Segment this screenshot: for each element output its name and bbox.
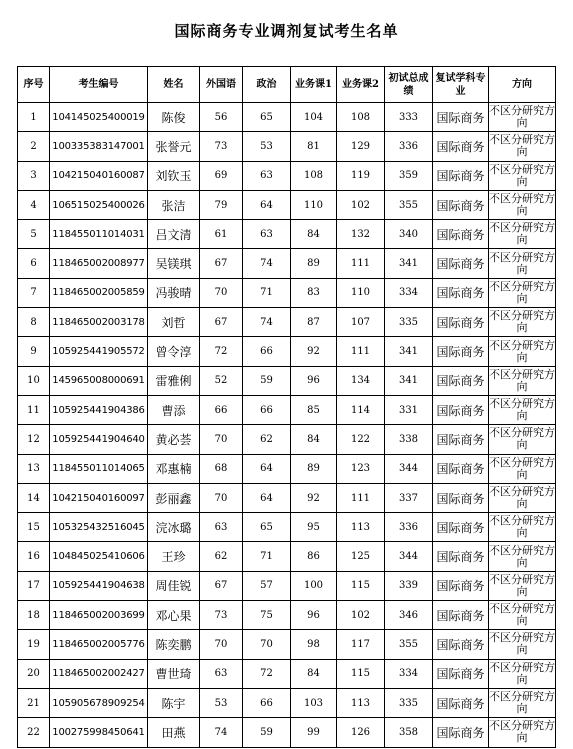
cell-course-1: 89 [291, 249, 337, 278]
cell-foreign-language: 66 [200, 395, 243, 424]
cell-politics: 63 [243, 161, 291, 190]
cell-course-2: 111 [337, 249, 385, 278]
cell-name: 邓惠楠 [148, 454, 200, 483]
cell-seq: 16 [18, 542, 50, 571]
cell-course-2: 132 [337, 220, 385, 249]
table-row [18, 132, 556, 161]
cell-retest-major: 国际商务 [433, 513, 489, 542]
cell-direction: 不区分研究方向 [489, 132, 556, 161]
cell-seq: 10 [18, 366, 50, 395]
cell-course-1: 100 [291, 571, 337, 600]
cell-candidate-id: 105925441904386 [50, 395, 148, 424]
cell-politics: 66 [243, 395, 291, 424]
cell-candidate-id: 105925441904638 [50, 571, 148, 600]
cell-retest-major: 国际商务 [433, 308, 489, 337]
cell-name: 彭丽鑫 [148, 483, 200, 512]
cell-name: 曹世琦 [148, 659, 200, 688]
cell-total-score: 355 [385, 190, 433, 219]
cell-course-2: 102 [337, 190, 385, 219]
cell-course-1: 92 [291, 483, 337, 512]
cell-seq: 3 [18, 161, 50, 190]
table-row [18, 278, 556, 307]
cell-foreign-language: 61 [200, 220, 243, 249]
cell-retest-major: 国际商务 [433, 278, 489, 307]
cell-course-2: 110 [337, 278, 385, 307]
cell-course-1: 110 [291, 190, 337, 219]
table-row [18, 659, 556, 688]
cell-course-2: 114 [337, 395, 385, 424]
cell-name: 陈奕鹏 [148, 630, 200, 659]
cell-candidate-id: 100275998450641 [50, 718, 148, 747]
cell-course-1: 86 [291, 542, 337, 571]
cell-name: 雷雅俐 [148, 366, 200, 395]
cell-total-score: 338 [385, 425, 433, 454]
cell-total-score: 331 [385, 395, 433, 424]
table-row [18, 366, 556, 395]
cell-candidate-id: 100335383147001 [50, 132, 148, 161]
cell-total-score: 334 [385, 659, 433, 688]
cell-retest-major: 国际商务 [433, 366, 489, 395]
cell-retest-major: 国际商务 [433, 249, 489, 278]
cell-seq: 2 [18, 132, 50, 161]
cell-name: 张洁 [148, 190, 200, 219]
table-row [18, 103, 556, 132]
cell-candidate-id: 104845025410606 [50, 542, 148, 571]
cell-foreign-language: 67 [200, 571, 243, 600]
cell-candidate-id: 118465002005859 [50, 278, 148, 307]
cell-candidate-id: 118455011014031 [50, 220, 148, 249]
cell-course-1: 98 [291, 630, 337, 659]
cell-course-2: 129 [337, 132, 385, 161]
cell-candidate-id: 106515025400026 [50, 190, 148, 219]
cell-direction: 不区分研究方向 [489, 718, 556, 747]
cell-total-score: 344 [385, 454, 433, 483]
cell-seq: 19 [18, 630, 50, 659]
cell-politics: 53 [243, 132, 291, 161]
cell-candidate-id: 104215040160087 [50, 161, 148, 190]
table-row [18, 308, 556, 337]
cell-seq: 12 [18, 425, 50, 454]
header-course-2: 业务课2 [337, 67, 385, 103]
cell-politics: 59 [243, 718, 291, 747]
cell-foreign-language: 70 [200, 630, 243, 659]
table-header-row [18, 67, 556, 103]
cell-politics: 71 [243, 542, 291, 571]
cell-foreign-language: 69 [200, 161, 243, 190]
cell-course-1: 84 [291, 425, 337, 454]
cell-seq: 9 [18, 337, 50, 366]
table-row [18, 513, 556, 542]
cell-foreign-language: 63 [200, 659, 243, 688]
cell-seq: 17 [18, 571, 50, 600]
table-row [18, 220, 556, 249]
cell-foreign-language: 70 [200, 483, 243, 512]
cell-course-2: 108 [337, 103, 385, 132]
cell-politics: 65 [243, 513, 291, 542]
table-row [18, 161, 556, 190]
cell-retest-major: 国际商务 [433, 688, 489, 717]
cell-politics: 62 [243, 425, 291, 454]
page-title: 国际商务专业调剂复试考生名单 [174, 22, 399, 40]
cell-course-2: 107 [337, 308, 385, 337]
cell-direction: 不区分研究方向 [489, 513, 556, 542]
cell-course-1: 87 [291, 308, 337, 337]
candidate-table [17, 66, 556, 748]
cell-name: 曹添 [148, 395, 200, 424]
cell-course-2: 122 [337, 425, 385, 454]
table-row [18, 454, 556, 483]
cell-direction: 不区分研究方向 [489, 483, 556, 512]
cell-retest-major: 国际商务 [433, 571, 489, 600]
header-course-1: 业务课1 [291, 67, 337, 103]
cell-retest-major: 国际商务 [433, 132, 489, 161]
cell-seq: 18 [18, 601, 50, 630]
cell-candidate-id: 118465002003699 [50, 601, 148, 630]
cell-course-2: 125 [337, 542, 385, 571]
cell-course-2: 113 [337, 513, 385, 542]
cell-total-score: 336 [385, 132, 433, 161]
cell-retest-major: 国际商务 [433, 395, 489, 424]
cell-course-2: 115 [337, 659, 385, 688]
cell-retest-major: 国际商务 [433, 630, 489, 659]
table-row [18, 542, 556, 571]
cell-name: 邓心果 [148, 601, 200, 630]
cell-direction: 不区分研究方向 [489, 308, 556, 337]
cell-direction: 不区分研究方向 [489, 601, 556, 630]
cell-course-1: 83 [291, 278, 337, 307]
table-row [18, 601, 556, 630]
cell-foreign-language: 53 [200, 688, 243, 717]
cell-foreign-language: 63 [200, 513, 243, 542]
table-row [18, 425, 556, 454]
cell-course-1: 84 [291, 659, 337, 688]
cell-course-1: 104 [291, 103, 337, 132]
cell-foreign-language: 72 [200, 337, 243, 366]
cell-candidate-id: 105905678909254 [50, 688, 148, 717]
cell-foreign-language: 56 [200, 103, 243, 132]
header-direction: 方向 [489, 67, 556, 103]
cell-course-1: 103 [291, 688, 337, 717]
cell-foreign-language: 73 [200, 132, 243, 161]
cell-direction: 不区分研究方向 [489, 103, 556, 132]
cell-total-score: 339 [385, 571, 433, 600]
cell-course-1: 96 [291, 601, 337, 630]
cell-course-2: 126 [337, 718, 385, 747]
cell-foreign-language: 70 [200, 278, 243, 307]
cell-politics: 59 [243, 366, 291, 395]
header-foreign-language: 外国语 [200, 67, 243, 103]
cell-seq: 21 [18, 688, 50, 717]
cell-foreign-language: 67 [200, 249, 243, 278]
table-row [18, 483, 556, 512]
cell-retest-major: 国际商务 [433, 542, 489, 571]
cell-politics: 64 [243, 190, 291, 219]
header-politics: 政治 [243, 67, 291, 103]
cell-politics: 57 [243, 571, 291, 600]
cell-foreign-language: 67 [200, 308, 243, 337]
cell-direction: 不区分研究方向 [489, 542, 556, 571]
cell-direction: 不区分研究方向 [489, 366, 556, 395]
cell-candidate-id: 118465002005776 [50, 630, 148, 659]
header-name: 姓名 [148, 67, 200, 103]
cell-course-1: 99 [291, 718, 337, 747]
cell-retest-major: 国际商务 [433, 190, 489, 219]
cell-name: 刘钦玉 [148, 161, 200, 190]
cell-name: 浣冰璐 [148, 513, 200, 542]
cell-seq: 7 [18, 278, 50, 307]
cell-total-score: 346 [385, 601, 433, 630]
cell-total-score: 336 [385, 513, 433, 542]
cell-total-score: 341 [385, 337, 433, 366]
cell-direction: 不区分研究方向 [489, 278, 556, 307]
table-row [18, 190, 556, 219]
cell-name: 陈宇 [148, 688, 200, 717]
table-row [18, 249, 556, 278]
table-row [18, 630, 556, 659]
cell-foreign-language: 70 [200, 425, 243, 454]
cell-direction: 不区分研究方向 [489, 425, 556, 454]
cell-candidate-id: 118455011014065 [50, 454, 148, 483]
cell-total-score: 358 [385, 718, 433, 747]
cell-seq: 14 [18, 483, 50, 512]
cell-course-1: 96 [291, 366, 337, 395]
cell-politics: 66 [243, 688, 291, 717]
cell-politics: 75 [243, 601, 291, 630]
cell-course-2: 102 [337, 601, 385, 630]
table-row [18, 395, 556, 424]
header-candidate-id: 考生编号 [50, 67, 148, 103]
cell-course-2: 113 [337, 688, 385, 717]
cell-total-score: 334 [385, 278, 433, 307]
cell-candidate-id: 118465002002427 [50, 659, 148, 688]
cell-politics: 70 [243, 630, 291, 659]
cell-name: 张誉元 [148, 132, 200, 161]
cell-name: 王珍 [148, 542, 200, 571]
cell-total-score: 344 [385, 542, 433, 571]
cell-foreign-language: 79 [200, 190, 243, 219]
cell-seq: 22 [18, 718, 50, 747]
cell-direction: 不区分研究方向 [489, 395, 556, 424]
cell-total-score: 333 [385, 103, 433, 132]
header-retest-major: 复试学科专业 [433, 67, 489, 103]
cell-retest-major: 国际商务 [433, 659, 489, 688]
cell-direction: 不区分研究方向 [489, 337, 556, 366]
cell-course-1: 81 [291, 132, 337, 161]
cell-course-1: 92 [291, 337, 337, 366]
cell-politics: 64 [243, 483, 291, 512]
cell-direction: 不区分研究方向 [489, 190, 556, 219]
cell-retest-major: 国际商务 [433, 483, 489, 512]
cell-retest-major: 国际商务 [433, 425, 489, 454]
cell-politics: 71 [243, 278, 291, 307]
cell-foreign-language: 74 [200, 718, 243, 747]
cell-name: 曾令淳 [148, 337, 200, 366]
cell-politics: 66 [243, 337, 291, 366]
cell-seq: 6 [18, 249, 50, 278]
table-row [18, 571, 556, 600]
cell-candidate-id: 145965008000691 [50, 366, 148, 395]
cell-direction: 不区分研究方向 [489, 161, 556, 190]
cell-direction: 不区分研究方向 [489, 454, 556, 483]
cell-foreign-language: 68 [200, 454, 243, 483]
cell-foreign-language: 62 [200, 542, 243, 571]
table-row [18, 337, 556, 366]
cell-name: 田燕 [148, 718, 200, 747]
cell-candidate-id: 104215040160097 [50, 483, 148, 512]
cell-politics: 74 [243, 249, 291, 278]
header-seq: 序号 [18, 67, 50, 103]
cell-course-2: 134 [337, 366, 385, 395]
cell-direction: 不区分研究方向 [489, 571, 556, 600]
cell-candidate-id: 105325432516045 [50, 513, 148, 542]
cell-name: 吕文清 [148, 220, 200, 249]
cell-course-2: 111 [337, 337, 385, 366]
cell-direction: 不区分研究方向 [489, 249, 556, 278]
cell-name: 陈俊 [148, 103, 200, 132]
cell-seq: 4 [18, 190, 50, 219]
cell-course-2: 117 [337, 630, 385, 659]
cell-name: 吴镁琪 [148, 249, 200, 278]
cell-retest-major: 国际商务 [433, 103, 489, 132]
cell-foreign-language: 52 [200, 366, 243, 395]
cell-total-score: 340 [385, 220, 433, 249]
cell-candidate-id: 105925441905572 [50, 337, 148, 366]
cell-course-2: 111 [337, 483, 385, 512]
cell-seq: 15 [18, 513, 50, 542]
cell-direction: 不区分研究方向 [489, 220, 556, 249]
cell-direction: 不区分研究方向 [489, 688, 556, 717]
cell-seq: 20 [18, 659, 50, 688]
cell-course-2: 123 [337, 454, 385, 483]
cell-course-1: 108 [291, 161, 337, 190]
cell-total-score: 355 [385, 630, 433, 659]
table-row [18, 718, 556, 747]
cell-politics: 65 [243, 103, 291, 132]
cell-seq: 8 [18, 308, 50, 337]
cell-seq: 1 [18, 103, 50, 132]
table-row [18, 688, 556, 717]
cell-direction: 不区分研究方向 [489, 659, 556, 688]
cell-retest-major: 国际商务 [433, 601, 489, 630]
cell-retest-major: 国际商务 [433, 161, 489, 190]
header-total-score: 初试总成绩 [385, 67, 433, 103]
cell-direction: 不区分研究方向 [489, 630, 556, 659]
cell-politics: 74 [243, 308, 291, 337]
cell-name: 周佳锐 [148, 571, 200, 600]
cell-name: 冯骏晴 [148, 278, 200, 307]
table-body [18, 103, 556, 748]
cell-total-score: 335 [385, 308, 433, 337]
cell-candidate-id: 105925441904640 [50, 425, 148, 454]
cell-retest-major: 国际商务 [433, 337, 489, 366]
cell-seq: 13 [18, 454, 50, 483]
cell-course-1: 85 [291, 395, 337, 424]
cell-politics: 72 [243, 659, 291, 688]
cell-total-score: 337 [385, 483, 433, 512]
cell-total-score: 359 [385, 161, 433, 190]
cell-seq: 11 [18, 395, 50, 424]
cell-name: 黄必荟 [148, 425, 200, 454]
cell-course-2: 115 [337, 571, 385, 600]
cell-politics: 63 [243, 220, 291, 249]
cell-course-1: 95 [291, 513, 337, 542]
cell-retest-major: 国际商务 [433, 454, 489, 483]
cell-course-1: 84 [291, 220, 337, 249]
cell-retest-major: 国际商务 [433, 220, 489, 249]
cell-seq: 5 [18, 220, 50, 249]
cell-retest-major: 国际商务 [433, 718, 489, 747]
cell-politics: 64 [243, 454, 291, 483]
cell-name: 刘哲 [148, 308, 200, 337]
cell-total-score: 335 [385, 688, 433, 717]
cell-candidate-id: 118465002003178 [50, 308, 148, 337]
cell-candidate-id: 104145025400019 [50, 103, 148, 132]
cell-foreign-language: 73 [200, 601, 243, 630]
cell-course-1: 89 [291, 454, 337, 483]
cell-total-score: 341 [385, 249, 433, 278]
cell-candidate-id: 118465002008977 [50, 249, 148, 278]
cell-course-2: 119 [337, 161, 385, 190]
cell-total-score: 341 [385, 366, 433, 395]
